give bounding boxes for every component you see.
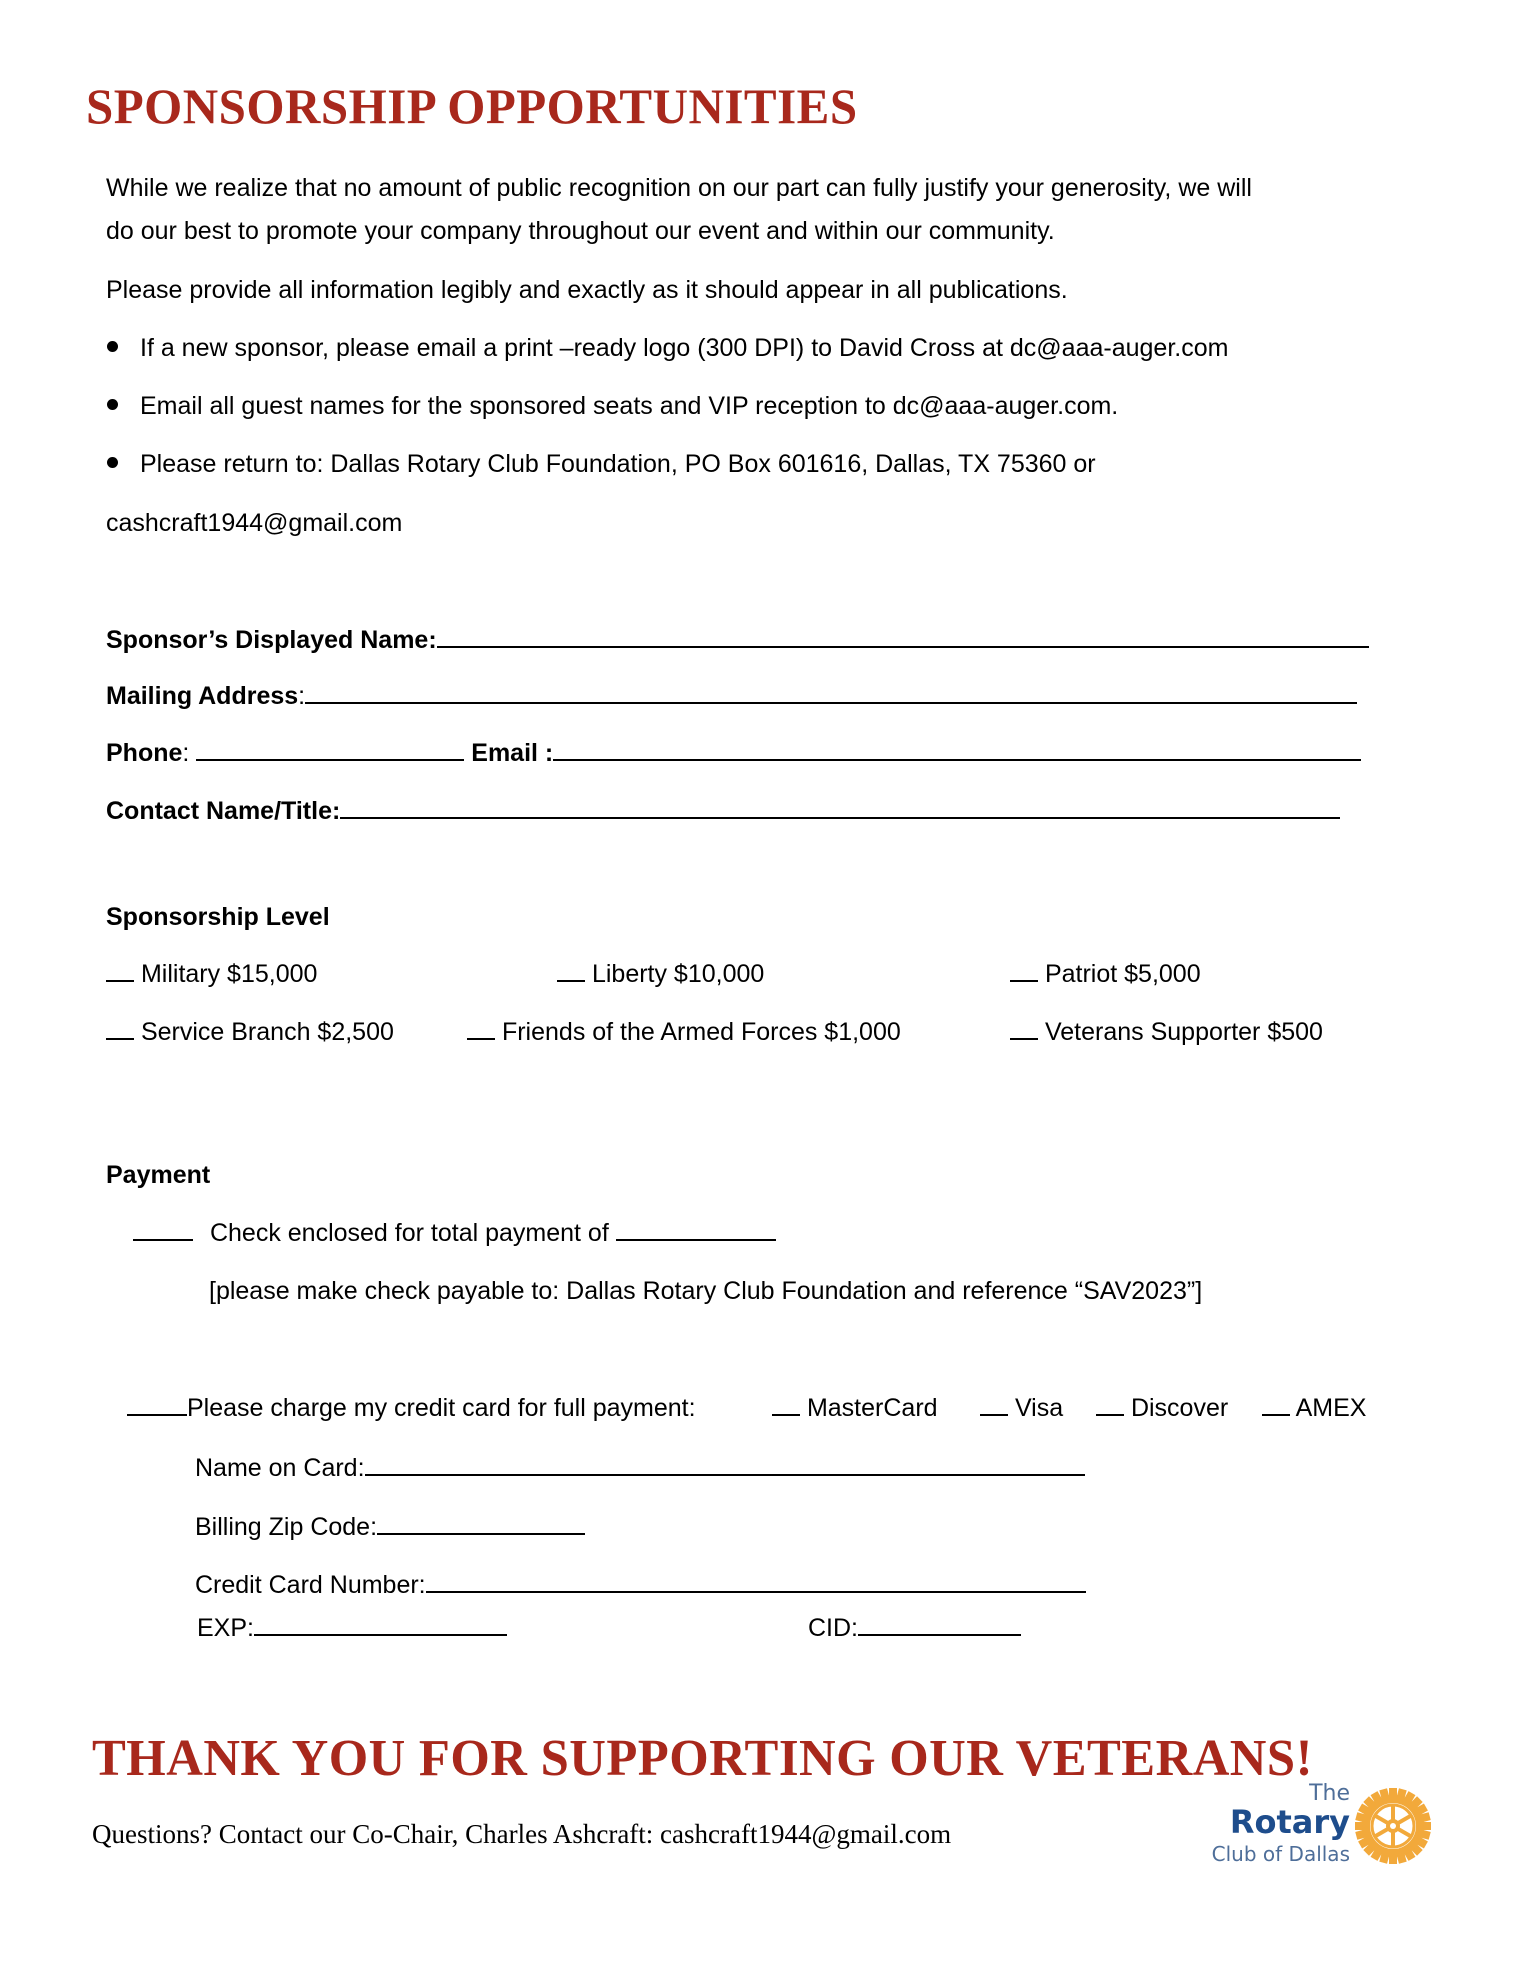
card-type-label: Visa <box>1014 1394 1064 1422</box>
name-on-card-field <box>195 1452 1085 1483</box>
email-input[interactable] <box>553 737 1361 761</box>
page-title: SPONSORSHIP OPPORTUNITIES <box>86 78 858 134</box>
level-label: Veterans Supporter $500 <box>1044 1018 1323 1046</box>
rotary-logo <box>1200 1780 1440 1880</box>
level-checkbox[interactable] <box>106 1018 134 1040</box>
billing-zip-label: Billing Zip Code: <box>195 1513 378 1541</box>
bullet-icon <box>107 341 118 352</box>
cid-field <box>808 1612 1021 1643</box>
name-on-card-input[interactable] <box>365 1452 1085 1476</box>
bullet-item-return <box>107 449 1096 479</box>
level-label: Friends of the Armed Forces $1,000 <box>501 1018 901 1046</box>
credit-card-option <box>127 1393 696 1423</box>
exp-label: EXP: <box>197 1614 254 1642</box>
bullet-icon <box>107 457 118 468</box>
level-option-friends[interactable] <box>467 1017 901 1047</box>
credit-card-checkbox[interactable] <box>127 1394 187 1416</box>
cid-label: CID: <box>808 1614 858 1642</box>
level-checkbox[interactable] <box>1010 960 1038 982</box>
check-checkbox[interactable] <box>133 1219 193 1241</box>
check-label: Check enclosed for total payment of <box>209 1219 609 1247</box>
mailing-address-input[interactable] <box>305 680 1357 704</box>
logo-rotary: Rotary <box>1229 1803 1350 1841</box>
card-type-checkbox[interactable] <box>980 1394 1008 1416</box>
card-type-checkbox[interactable] <box>1096 1394 1124 1416</box>
card-type-mastercard[interactable] <box>772 1393 938 1423</box>
level-option-veterans-supporter[interactable] <box>1010 1017 1323 1047</box>
questions-contact: Questions? Contact our Co-Chair, Charles Ashcraft: cashcraft1944@gmail.com <box>92 1819 952 1849</box>
level-checkbox[interactable] <box>557 960 585 982</box>
card-type-visa[interactable] <box>980 1393 1063 1423</box>
instruction-text: Please provide all information legibly and exactly as it should appear in all publications. <box>106 276 1068 304</box>
bullet-item-guests <box>107 391 1118 421</box>
intro-line-2: do our best to promote your company throughout our event and within our community. <box>106 217 1055 245</box>
sponsor-name-input[interactable] <box>437 624 1369 648</box>
logo-the: The <box>1309 1781 1350 1806</box>
bullet-text: Email all guest names for the sponsored seats and VIP reception to dc@aaa-auger.com. <box>140 392 1119 420</box>
exp-field <box>197 1612 507 1643</box>
level-option-patriot[interactable] <box>1010 959 1201 989</box>
bullet-item-logo <box>107 333 1228 363</box>
level-option-military[interactable] <box>106 959 317 989</box>
phone-input[interactable] <box>196 737 464 761</box>
billing-zip-input[interactable] <box>377 1511 585 1535</box>
cid-input[interactable] <box>858 1612 1021 1636</box>
rotary-wheel-icon <box>1355 1788 1431 1864</box>
check-amount-input[interactable] <box>616 1219 776 1241</box>
card-type-checkbox[interactable] <box>1262 1394 1290 1416</box>
colon: : <box>182 739 190 767</box>
mailing-address-label: Mailing Address <box>106 682 299 710</box>
sponsor-name-label: Sponsor’s Displayed Name: <box>106 626 437 654</box>
level-label: Patriot $5,000 <box>1044 960 1201 988</box>
sponsorship-level-heading: Sponsorship Level <box>106 903 330 931</box>
contact-label: Contact Name/Title: <box>106 797 341 825</box>
card-type-checkbox[interactable] <box>772 1394 800 1416</box>
phone-email-field <box>106 737 1361 768</box>
colon: : <box>298 682 306 710</box>
return-email: cashcraft1944@gmail.com <box>106 509 403 537</box>
bullet-icon <box>107 399 118 410</box>
card-number-label: Credit Card Number: <box>195 1571 426 1599</box>
level-option-service-branch[interactable] <box>106 1017 394 1047</box>
bullet-text: Please return to: Dallas Rotary Club Foundation, PO Box 601616, Dallas, TX 75360 or <box>140 450 1096 478</box>
payment-heading: Payment <box>106 1161 211 1189</box>
exp-input[interactable] <box>254 1612 507 1636</box>
check-option <box>133 1218 776 1248</box>
level-checkbox[interactable] <box>467 1018 495 1040</box>
level-label: Service Branch $2,500 <box>140 1018 394 1046</box>
card-type-label: AMEX <box>1295 1394 1367 1422</box>
contact-field <box>106 795 1340 826</box>
sponsor-name-field <box>106 624 1378 655</box>
level-option-liberty[interactable] <box>557 959 764 989</box>
logo-club: Club of Dallas <box>1211 1842 1350 1866</box>
name-on-card-label: Name on Card: <box>195 1454 365 1482</box>
level-label: Military $15,000 <box>140 960 318 988</box>
bullet-text: If a new sponsor, please email a print –ready logo (300 DPI) to David Cross at dc@aaa-auger.com <box>140 334 1229 362</box>
card-number-input[interactable] <box>426 1569 1086 1593</box>
check-note: [please make check payable to: Dallas Rotary Club Foundation and reference “SAV2023”] <box>209 1277 1203 1305</box>
card-number-field <box>195 1569 1086 1600</box>
billing-zip-field <box>195 1511 585 1542</box>
email-label: Email : <box>471 739 554 767</box>
level-checkbox[interactable] <box>106 960 134 982</box>
credit-card-label: Please charge my credit card for full payment: <box>187 1394 696 1422</box>
level-label: Liberty $10,000 <box>591 960 765 988</box>
phone-label: Phone <box>106 739 183 767</box>
card-type-amex[interactable] <box>1262 1393 1366 1423</box>
card-type-label: Discover <box>1130 1394 1229 1422</box>
intro-line-1: While we realize that no amount of public recognition on our part can fully justify your generosity, we will <box>106 174 1252 202</box>
level-checkbox[interactable] <box>1010 1018 1038 1040</box>
mailing-address-field <box>106 680 1357 711</box>
card-type-discover[interactable] <box>1096 1393 1228 1423</box>
contact-input[interactable] <box>340 795 1340 819</box>
thank-you-banner: THANK YOU FOR SUPPORTING OUR VETERANS! <box>92 1730 1313 1787</box>
card-type-label: MasterCard <box>806 1394 938 1422</box>
